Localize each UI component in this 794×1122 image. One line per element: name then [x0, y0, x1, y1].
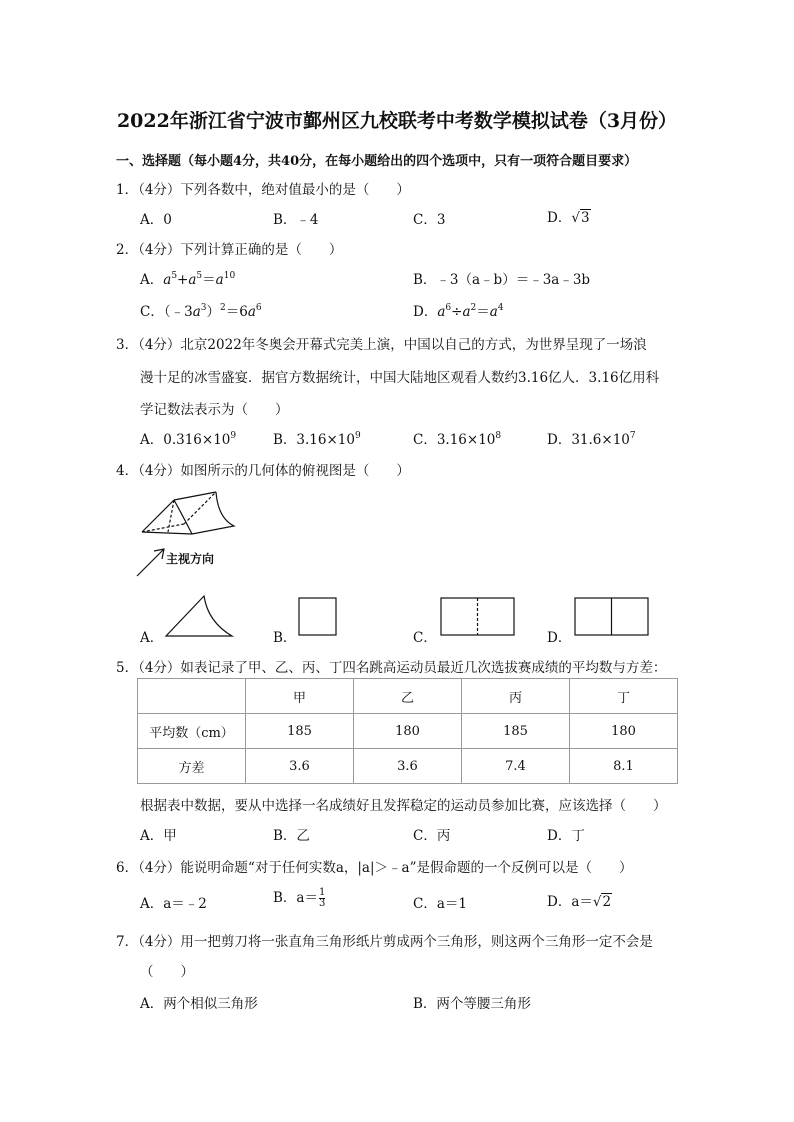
q4-option-b-shape: [298, 597, 338, 637]
q1-option-a: A．0: [140, 212, 172, 228]
score-table: [137, 678, 678, 784]
question-4-stem: 4．（4分）如图所示的几何体的俯视图是（ ）: [116, 463, 410, 479]
question-5-follow-up: 根据表中数据，要从中选择一名成绩好且发挥稳定的运动员参加比赛，应该选择（ ）: [140, 798, 667, 814]
question-5-stem: 5．（4分）如表记录了甲、乙、丙、丁四名跳高运动员最近几次选拔赛成绩的平均数与方差：: [116, 660, 667, 676]
q7-option-a: A．两个相似三角形: [140, 996, 258, 1012]
table-row: [138, 749, 678, 784]
q6-option-b: B．a＝ $\frac{1}{3}$: [273, 887, 326, 909]
q3-option-a: A．$0.316\times 10^9$: [140, 431, 237, 448]
table-cell: 180: [354, 714, 462, 749]
table-cell: 185: [246, 714, 354, 749]
q1-option-c: C．3: [413, 212, 446, 228]
q4-option-b-label: B．: [273, 630, 297, 646]
q6-option-c: C．a＝1: [413, 896, 467, 912]
q3-option-c: C．$3.16\times 10^8$: [413, 431, 502, 448]
question-3-line-3: 学记数法表示为（ ）: [140, 402, 289, 418]
q6-option-a: A．a＝﹣2: [140, 896, 207, 912]
table-header-cell: 乙: [354, 679, 462, 714]
q5-option-d: D．丁: [547, 828, 585, 844]
q1-option-b: B．﹣4: [273, 212, 319, 228]
table-cell: 180: [570, 714, 678, 749]
table-cell: 3.6: [354, 749, 462, 784]
table-header-cell: 丙: [462, 679, 570, 714]
section-heading: 一、选择题（每小题4分，共40分，在每小题给出的四个选项中，只有一项符合题目要求）: [116, 154, 638, 169]
q3-option-b: B．$3.16\times 10^9$: [273, 431, 361, 448]
question-2-stem: 2．（4分）下列计算正确的是（ ）: [116, 242, 343, 258]
question-3-line-1: 3．（4分）北京2022年冬奥会开幕式完美上演，中国以自己的方式，为世界呈现了一场浪: [116, 337, 647, 353]
q2-option-c: C．$(﹣3a^3)^2=6a^6$: [140, 303, 262, 320]
q4-option-a-shape: [164, 592, 234, 638]
q7-option-b: B．两个等腰三角形: [413, 996, 531, 1012]
q5-option-c: C．丙: [413, 828, 451, 844]
q4-option-d-shape: [574, 597, 650, 637]
table-cell: 3.6: [246, 749, 354, 784]
table-header-cell: 甲: [246, 679, 354, 714]
q4-option-c-shape: [440, 597, 516, 637]
row-label-mean: 平均数（cm）: [138, 714, 246, 749]
q4-option-d-label: D．: [547, 630, 572, 646]
table-row: [138, 714, 678, 749]
table-header-cell: [138, 679, 246, 714]
q5-option-a: A．甲: [140, 828, 177, 844]
question-3-line-2: 漫十足的冰雪盛宴．据官方数据统计，中国大陆地区观看人数约3.16亿人．3.16亿用科: [140, 370, 660, 386]
question-7-answer-blank: （ ）: [140, 964, 194, 980]
table-cell: 7.4: [462, 749, 570, 784]
q4-option-a-label: A．: [140, 630, 164, 646]
q2-option-b: B．﹣3（a﹣b）＝﹣3a﹣3b: [413, 272, 591, 288]
q5-option-b: B．乙: [273, 828, 310, 844]
q2-option-a: A．$a^5+a^5=a^{10}$: [140, 271, 236, 288]
table-cell: 185: [462, 714, 570, 749]
question-6-stem: 6．（4分）能说明命题“对于任何实数a，|a|＞﹣a”是假命题的一个反例可以是（ ）: [116, 860, 633, 876]
table-header-row: [138, 679, 678, 714]
row-label-variance: 方差: [138, 749, 246, 784]
table-cell: 8.1: [570, 749, 678, 784]
q4-option-c-label: C．: [413, 630, 437, 646]
q1-option-d: D．√3: [547, 210, 590, 226]
q2-option-d: D．$a^6\div a^2=a^4$: [413, 303, 504, 320]
page-title: 2022年浙江省宁波市鄞州区九校联考中考数学模拟试卷（3月份）: [116, 110, 678, 132]
question-7-stem: 7．（4分）用一把剪刀将一张直角三角形纸片剪成两个三角形，则这两个三角形一定不会是: [116, 934, 653, 950]
view-direction-label: 主视方向: [166, 552, 215, 566]
table-header-cell: 丁: [570, 679, 678, 714]
question-1-stem: 1．（4分）下列各数中，绝对值最小的是（ ）: [116, 182, 410, 198]
q6-option-d: D．a＝√2: [547, 894, 612, 910]
q3-option-d: D．$31.6\times 10^7$: [547, 431, 636, 448]
